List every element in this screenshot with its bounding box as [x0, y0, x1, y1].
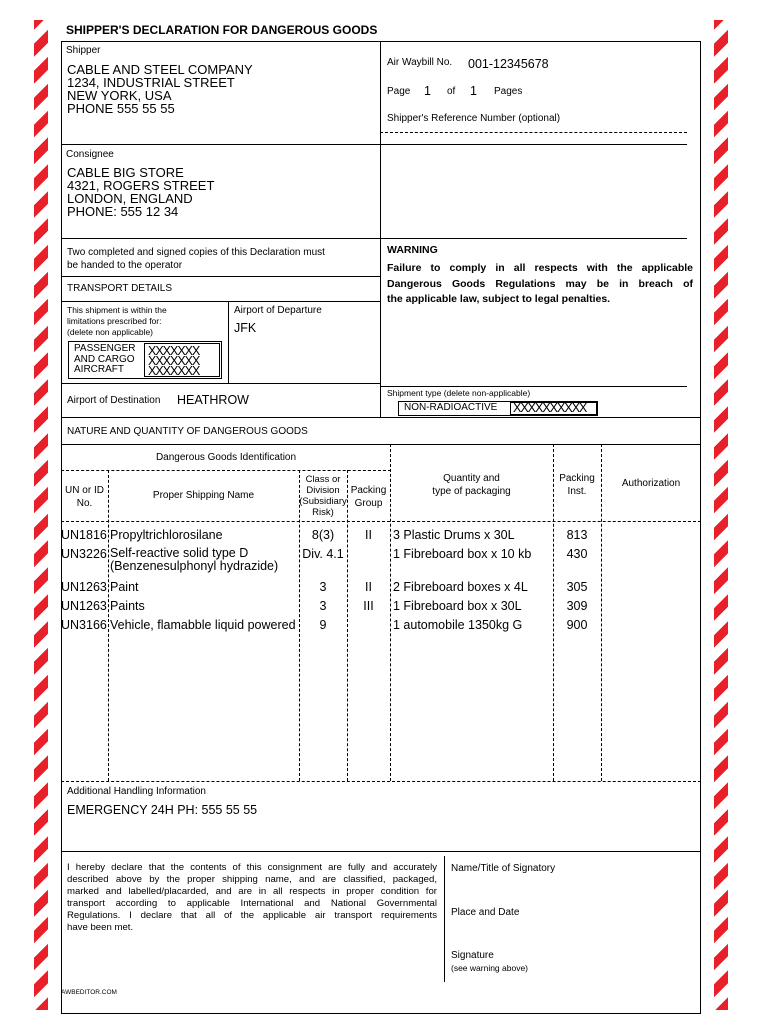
- shipper-line: PHONE 555 55 55: [67, 101, 175, 116]
- packing-group-header: Packing Group: [350, 485, 387, 509]
- consignee-address[interactable]: [67, 166, 214, 218]
- shipper-address[interactable]: [67, 63, 253, 115]
- quantity: 1 automobile 1350kg G: [393, 618, 523, 632]
- shipping-name: Propyltrichlorosilane: [110, 528, 223, 542]
- quantity: 3 Plastic Drums x 30L: [393, 528, 515, 542]
- consignee-line: CABLE BIG STORE: [67, 165, 184, 180]
- additional-handling-label: Additional Handling Information: [67, 786, 206, 797]
- shipment-type-label: Shipment type (delete non-applicable): [387, 388, 531, 398]
- packing-inst-header: Packing Inst.: [559, 473, 595, 497]
- packing-group: III: [363, 599, 374, 613]
- un-number: UN1263: [61, 580, 107, 594]
- place-date-label: Place and Date: [451, 907, 520, 918]
- of-label: of: [447, 86, 456, 97]
- shipping-name: Paint: [110, 580, 139, 594]
- shipping-name: Vehicle, flamabble liquid powered: [110, 618, 296, 632]
- class-division: Div. 4.1: [302, 547, 344, 561]
- departure-airport[interactable]: JFK: [234, 321, 257, 335]
- page-number[interactable]: 1: [424, 84, 431, 98]
- un-number-header: UN or ID No.: [65, 485, 104, 509]
- waybill-label: Air Waybill No.: [387, 57, 453, 68]
- quantity: 2 Fibreboard boxes x 4L: [393, 580, 528, 594]
- authorization-header: Authorization: [621, 478, 681, 489]
- packing-inst: 305: [566, 580, 588, 594]
- shipping-name: Paints: [110, 599, 145, 613]
- un-number: UN1263: [61, 599, 107, 613]
- shipment-type-value: NON-RADIOACTIVE: [404, 402, 498, 413]
- quantity-header: Quantity and type of packaging: [432, 473, 511, 497]
- aircraft-type-passenger: PASSENGER AND CARGO AIRCRAFT: [74, 343, 136, 375]
- copies-note: Two completed and signed copies of this Declaration must be handed to the operator: [67, 247, 325, 271]
- warning-text: Failure to comply in all respects with the applicable Dangerous Goods Regulations may be in breach of the applicable law, subject to legal penalties.: [387, 262, 693, 305]
- departure-label: Airport of Departure: [234, 305, 322, 316]
- shipper-label: Shipper: [66, 45, 101, 56]
- packing-group: II: [365, 580, 372, 594]
- class-division-header: Class or Division (Subsidiary Risk): [299, 474, 347, 518]
- struck-out-text: XXXXXXX XXXXXXX XXXXXXX: [148, 344, 200, 378]
- nature-quantity-label: NATURE AND QUANTITY OF DANGEROUS GOODS: [67, 426, 308, 437]
- un-number: UN3226: [61, 547, 107, 561]
- signature-note: (see warning above): [451, 963, 529, 973]
- shipper-ref-label: Shipper's Reference Number (optional): [387, 113, 561, 124]
- packing-inst: 430: [566, 547, 588, 561]
- quantity: 1 Fibreboard box x 30L: [393, 599, 522, 613]
- un-number: UN1816: [61, 528, 107, 542]
- consignee-line: 4321, ROGERS STREET: [67, 178, 215, 193]
- packing-inst: 309: [566, 599, 588, 613]
- dg-identification-header: Dangerous Goods Identification: [155, 452, 297, 463]
- limitation-note: This shipment is within the limitations prescribed for: (delete non applicable): [67, 305, 167, 337]
- page-total[interactable]: 1: [470, 84, 477, 98]
- additional-handling-value[interactable]: EMERGENCY 24H PH: 555 55 55: [67, 803, 258, 817]
- class-division: 8(3): [311, 528, 335, 542]
- page-label: Page: [387, 86, 411, 97]
- un-number: UN3166: [61, 618, 107, 632]
- class-division: 3: [319, 580, 327, 594]
- signatory-name-label: Name/Title of Signatory: [451, 863, 556, 874]
- shipper-line: CABLE AND STEEL COMPANY: [67, 62, 253, 77]
- warning-title: WARNING: [387, 244, 438, 256]
- shipper-line: NEW YORK, USA: [67, 88, 172, 103]
- shipping-name-header: Proper Shipping Name: [152, 490, 255, 501]
- footer-credit: AWBEDITOR.COM: [61, 989, 117, 996]
- shipper-line: 1234, INDUSTRIAL STREET: [67, 75, 235, 90]
- waybill-number[interactable]: 001-12345678: [468, 57, 549, 71]
- packing-group: II: [365, 528, 372, 542]
- packing-inst: 900: [566, 618, 588, 632]
- destination-label: Airport of Destination: [67, 395, 161, 406]
- consignee-label: Consignee: [66, 149, 114, 160]
- hazard-border-left: [34, 20, 48, 1010]
- class-division: 9: [319, 618, 327, 632]
- transport-details-label: TRANSPORT DETAILS: [67, 283, 173, 294]
- destination-airport[interactable]: HEATHROW: [177, 393, 249, 407]
- document-title: SHIPPER'S DECLARATION FOR DANGEROUS GOODS: [66, 23, 378, 37]
- signature-label: Signature: [451, 950, 494, 961]
- class-division: 3: [319, 599, 327, 613]
- pages-label: Pages: [494, 86, 523, 97]
- packing-inst: 813: [566, 528, 588, 542]
- consignee-line: PHONE: 555 12 34: [67, 204, 179, 219]
- shipping-name: Self-reactive solid type D (Benzenesulphonyl hydrazide): [110, 546, 279, 573]
- struck-out-text: XXXXXXXXXX: [513, 401, 587, 415]
- quantity: 1 Fibreboard box x 10 kb: [393, 547, 532, 561]
- declaration-text: I hereby declare that the contents of this consignment are fully and accurately described above by the proper shipping name, and are classified, packaged, marked and labelled/placarded, and are in all respects in proper condition for transport according to applicable International and National Governmental Regulations. I declare that all of the applicable air transport requirements have been met.: [67, 862, 437, 933]
- hazard-border-right: [714, 20, 728, 1010]
- consignee-line: LONDON, ENGLAND: [67, 191, 193, 206]
